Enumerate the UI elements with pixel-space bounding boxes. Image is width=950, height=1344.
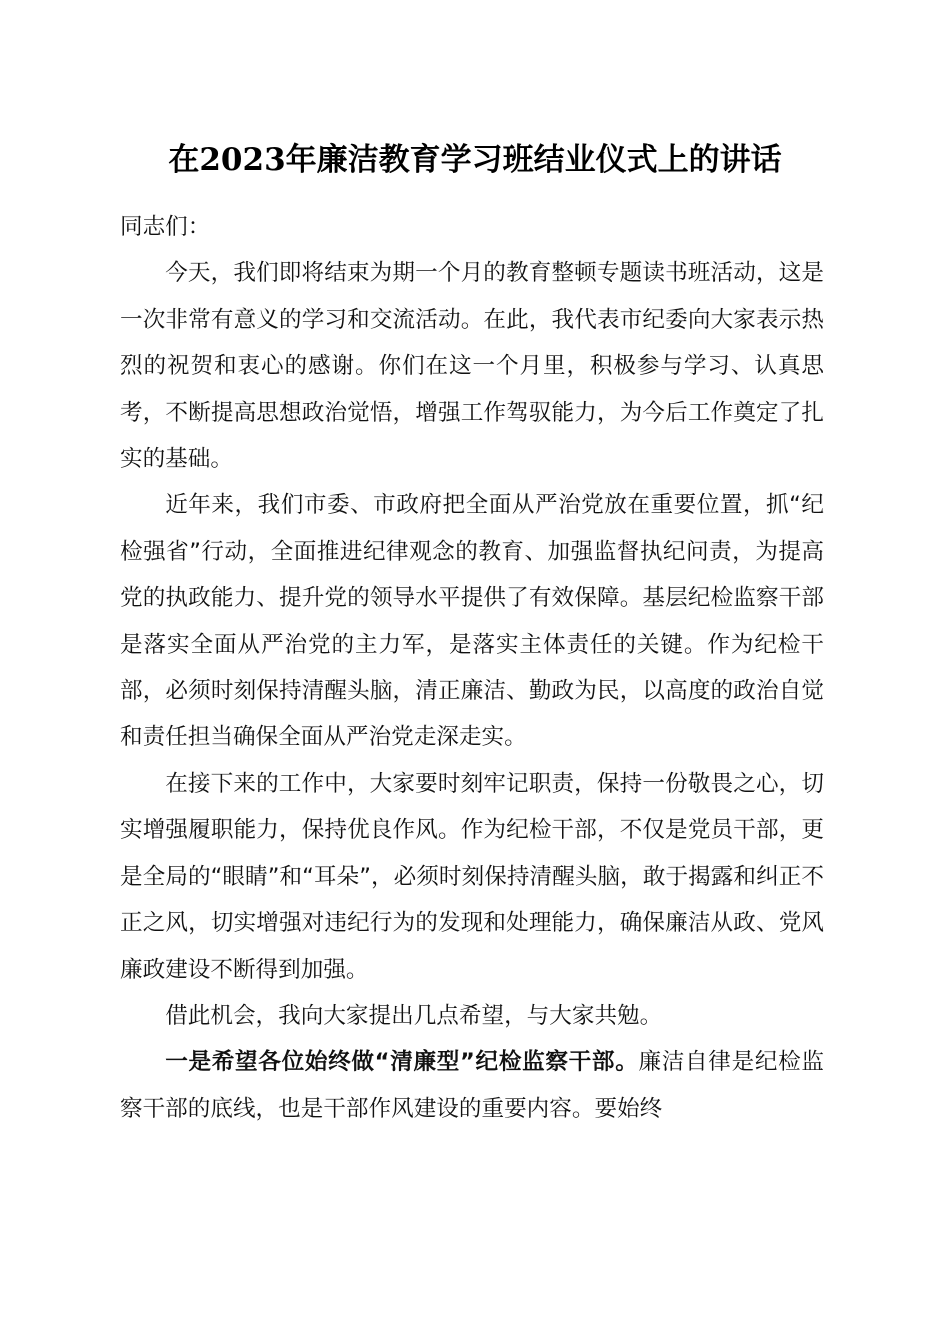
paragraph-opening: 今天，我们即将结束为期一个月的教育整顿专题读书班活动，这是一次非常有意义的学习和交流活动。在此，我代表市纪委向大家表示热烈的祝贺和衷心的感谢。你们在这一个月里，积极参与学习、认真思考，不断提高思想政治觉悟，增强工作驾驭能力，为今后工作奠定了扎实的基础。 [120,260,824,473]
document-title: 在2023年廉洁教育学习班结业仪式上的讲话 [168,142,782,178]
document-body [120,204,824,1132]
paragraph-next-work: 在接下来的工作中，大家要时刻牢记职责，保持一份敬畏之心，切实增强履职能力，保持优良作风。作为纪检干部，不仅是党员干部，更是全局的“眼睛”和“耳朵”，必须时刻保持清醒头脑，敢于揭露和纠正不正之风，切实增强对违纪行为的发现和处理能力，确保廉洁从政、党风廉政建设不断得到加强。 [120,770,824,983]
hope-one-lead: 一是希望各位始终做“清廉型”纪检监察干部。 [165,1049,639,1076]
paragraph-recent-years: 近年来，我们市委、市政府把全面从严治党放在重要位置，抓“纪检强省”行动，全面推进纪律观念的教育、加强监督执纪问责，为提高党的执政能力、提升党的领导水平提供了有效保障。基层纪检监察干部是落实全面从严治党的主力军，是落实主体责任的关键。作为纪检干部，必须时刻保持清醒头脑，清正廉洁、勤政为民，以高度的政治自觉和责任担当确保全面从严治党走深走实。 [120,492,824,751]
paragraph-hope-one [120,1039,824,1132]
salutation: 同志们： [120,214,211,240]
hope-one-text: 廉洁自律是纪检监察干部的底线，也是干部作风建设的重要内容。要始终 [120,1049,825,1122]
paragraph-hopes-intro: 借此机会，我向大家提出几点希望，与大家共勉。 [165,1002,663,1029]
